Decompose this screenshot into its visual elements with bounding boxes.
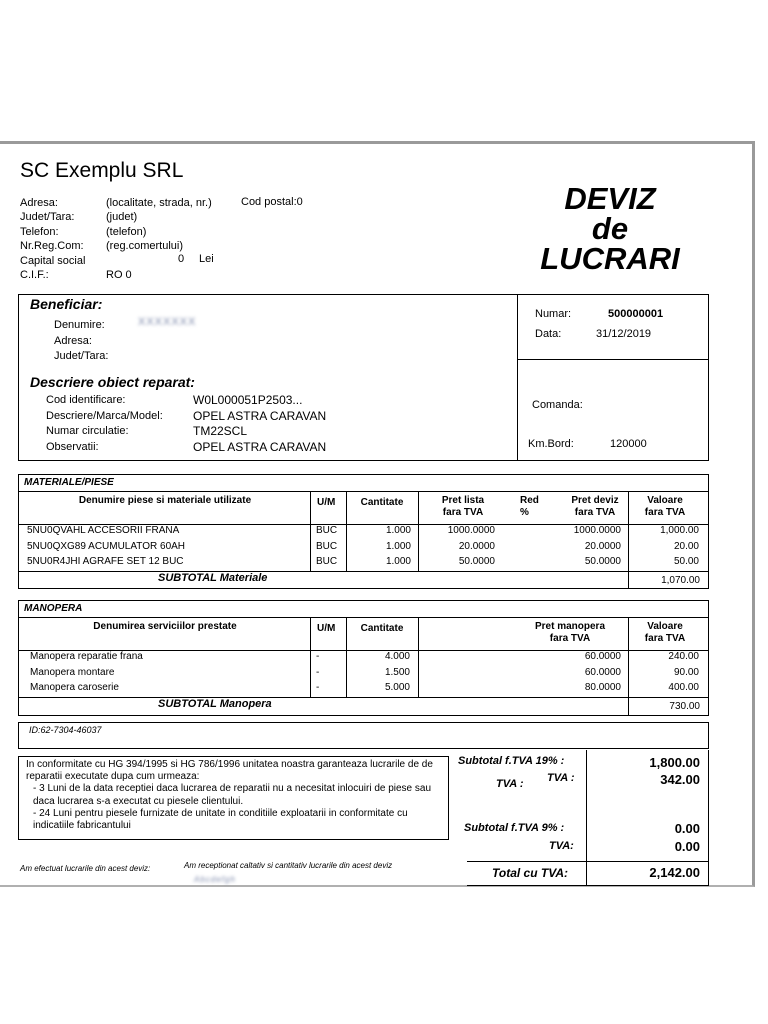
value-regcom: (reg.comertului)	[106, 240, 184, 253]
manopera-subtotal-label: SUBTOTAL Manopera	[158, 698, 272, 710]
document-sheet	[0, 141, 755, 887]
row-price: 60.0000	[584, 666, 621, 678]
mat-col-um: U/M	[317, 497, 336, 508]
value-cif: RO 0	[106, 269, 132, 282]
beneficiar-heading: Beneficiar:	[30, 296, 103, 312]
data-value: 31/12/2019	[596, 328, 652, 340]
row-um: BUC	[316, 525, 338, 536]
row-value: 20.00	[673, 540, 699, 552]
data-label: Data:	[535, 328, 562, 340]
obiect-heading: Descriere obiect reparat:	[30, 374, 195, 390]
sub19-label: Subtotal f.TVA 19% :	[458, 755, 565, 767]
company-name: SC Exemplu SRL	[20, 159, 184, 182]
document-title	[520, 181, 700, 276]
row-value: 50.00	[673, 556, 699, 567]
man-col-denumire: Denumirea serviciilor prestate	[93, 621, 237, 632]
company-labels	[20, 196, 85, 282]
label-adresa: Adresa:	[20, 197, 58, 209]
km-label: Km.Bord:	[528, 438, 574, 450]
value-capital: 0	[178, 253, 185, 265]
manopera-rows	[30, 650, 703, 697]
beneficiar-name-redacted: XXXXXXX	[138, 316, 197, 328]
table-row	[27, 540, 703, 556]
row-um: BUC	[316, 556, 338, 567]
row-price: 1000.0000	[573, 525, 621, 536]
cod-postal: Cod postal:0	[241, 196, 303, 208]
label-cod-identificare: Cod identificare:	[46, 394, 126, 406]
row-qty: 1.000	[385, 540, 411, 552]
obiect-labels	[46, 393, 163, 455]
row-value: 240.00	[668, 651, 699, 662]
label-judet: Judet/Tara:	[20, 211, 75, 224]
sub19-value: 1,800.00	[649, 755, 700, 770]
company-values	[106, 196, 212, 282]
value-judet: (judet)	[106, 211, 138, 224]
label-denumire: Denumire:	[54, 319, 105, 331]
mat-col-denumire: Denumire piese si materiale utilizate	[78, 495, 252, 506]
numar-value: 500000001	[608, 308, 664, 320]
id-box	[18, 722, 709, 749]
title-line-2: de	[591, 211, 629, 246]
label-cif: C.I.F.:	[20, 269, 49, 282]
manopera-subtotal-value: 730.00	[669, 701, 700, 712]
row-name: Manopera montare	[30, 666, 115, 678]
table-row	[27, 555, 703, 571]
row-qty: 5.000	[384, 682, 410, 693]
garantie-intro: In conformitate cu HG 394/1995 si HG 786/1996 unitatea noastra garanteaza lucrarile de de reparatii executate dupa cum urmeaza:	[26, 759, 433, 783]
row-name: 5NU0R4JHI AGRAFE SET 12 BUC	[27, 556, 184, 567]
mat-col-red: Red %	[520, 495, 539, 518]
manopera-heading: MANOPERA	[24, 603, 83, 614]
label-numar-circulatie: Numar circulatie:	[46, 425, 129, 437]
value-cod-identificare: W0L000051P2503...	[193, 393, 303, 407]
sub9-label: Subtotal f.TVA 9% :	[464, 822, 565, 834]
tva9-label: TVA:	[549, 840, 574, 852]
row-name: Manopera caroserie	[30, 682, 119, 693]
garantie-item-2: - 24 Luni pentru piesele furnizate de unitate in conditiile exploatarii in conformitate cu indicatiile fabricantului	[33, 807, 408, 832]
materiale-heading: MATERIALE/PIESE	[24, 477, 114, 488]
row-price: 60.0000	[584, 651, 621, 662]
materiale-subtotal-label: SUBTOTAL Materiale	[158, 572, 268, 584]
value-telefon: (telefon)	[106, 225, 147, 238]
label-observatii: Observatii:	[46, 440, 99, 453]
row-value: 90.00	[673, 666, 699, 678]
row-qty: 1.000	[385, 556, 411, 567]
materiale-rows	[27, 524, 703, 571]
row-name: 5NU0QXG89 ACUMULATOR 60AH	[27, 540, 186, 552]
tva19-label-b: TVA :	[496, 778, 524, 790]
footer-right: Am receptionat caltativ si cantitativ lucrarile din acest deviz	[184, 861, 393, 870]
tva19-value: 342.00	[660, 772, 700, 787]
beneficiar-labels	[54, 318, 108, 365]
row-value: 400.00	[668, 682, 699, 693]
row-um: -	[316, 666, 320, 678]
row-price: 80.0000	[584, 682, 621, 693]
man-col-valoare: Valoare fara TVA	[644, 621, 686, 644]
tva9-value: 0.00	[674, 839, 700, 854]
label-ben-judet: Judet/Tara:	[54, 350, 109, 362]
km-value: 120000	[610, 438, 647, 450]
value-observatii: OPEL ASTRA CARAVAN	[193, 439, 327, 454]
value-adresa: (localitate, strada, nr.)	[106, 197, 212, 209]
mat-col-valoare: Valoare fara TVA	[644, 495, 686, 518]
row-qty: 1.000	[385, 525, 411, 536]
garantie-text	[26, 759, 444, 832]
value-numar-circulatie: TM22SCL	[193, 424, 248, 438]
table-row	[30, 681, 703, 697]
row-price: 20.0000	[584, 540, 621, 552]
table-row	[30, 666, 703, 682]
label-descriere: Descriere/Marca/Model:	[46, 409, 163, 422]
row-um: BUC	[316, 540, 338, 552]
table-row	[30, 650, 703, 666]
row-value: 1,000.00	[660, 525, 699, 536]
total-value: 2,142.00	[649, 865, 700, 880]
table-row	[27, 524, 703, 540]
man-col-pret: Pret manopera fara TVA	[534, 621, 606, 644]
row-qty: 4.000	[384, 651, 410, 662]
numar-label: Numar:	[535, 308, 572, 320]
label-telefon: Telefon:	[20, 225, 59, 238]
row-qty: 1.500	[384, 666, 410, 678]
mat-col-pret-deviz: Pret deviz fara TVA	[571, 495, 619, 518]
label-capital: Capital social	[20, 254, 86, 267]
label-ben-adresa: Adresa:	[54, 334, 92, 347]
man-col-cantitate: Cantitate	[360, 623, 404, 634]
row-name: Manopera reparatie frana	[30, 651, 143, 662]
label-nrregcom: Nr.Reg.Com:	[20, 240, 84, 253]
materiale-subtotal-value: 1,070.00	[661, 575, 700, 586]
obiect-values	[193, 393, 326, 455]
row-list: 20.0000	[458, 540, 495, 552]
row-um: -	[316, 682, 320, 693]
signature: Abcdefgh	[194, 875, 236, 884]
row-price: 50.0000	[584, 556, 621, 567]
row-list: 50.0000	[458, 556, 495, 567]
row-um: -	[316, 651, 320, 662]
total-label: Total cu TVA:	[492, 866, 568, 880]
value-descriere: OPEL ASTRA CARAVAN	[193, 408, 327, 423]
mat-col-pret-lista: Pret lista fara TVA	[441, 495, 485, 518]
footer-left: Am efectuat lucrarile din acest deviz:	[20, 864, 151, 873]
mat-col-cantitate: Cantitate	[360, 497, 404, 508]
tva19-label-a: TVA :	[547, 772, 575, 784]
row-list: 1000.0000	[447, 525, 495, 536]
title-line-3: LUCRARI	[540, 241, 680, 276]
garantie-item-1: - 3 Luni de la data receptiei daca lucrarea de reparatii nu a necesitat inlocuiri de piese sau daca lucrarea s-a executat cu piesele clientului.	[33, 783, 432, 807]
comanda-label: Comanda:	[532, 399, 583, 411]
label-lei: Lei	[199, 253, 214, 265]
man-col-um: U/M	[317, 623, 336, 634]
sub9-value: 0.00	[674, 821, 700, 836]
title-line-1: DEVIZ	[564, 181, 656, 216]
row-name: 5NU0QVAHL ACCESORII FRANA	[27, 525, 180, 536]
id-line: ID:62-7304-46037	[29, 725, 102, 735]
